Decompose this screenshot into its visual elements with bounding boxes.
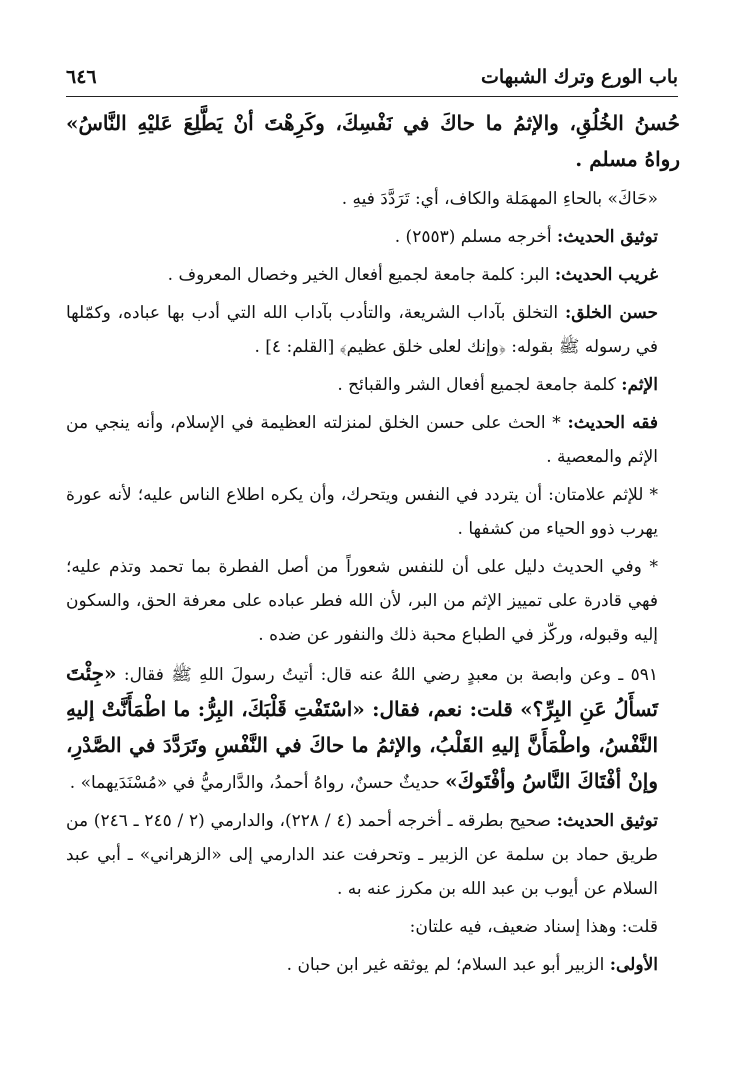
chapter-title: باب الورع وترك الشبهات bbox=[481, 66, 678, 88]
fiqh-text: * الحث على حسن الخلق لمنزلته العظيمة في الإسلام، وأنه ينجي من الإثم والمعصية . bbox=[66, 413, 658, 467]
ithm-section bbox=[66, 368, 680, 402]
fiqh-label: فقه الحديث: bbox=[567, 413, 658, 433]
hadith-591 bbox=[66, 656, 680, 800]
gharib-label: غريب الحديث: bbox=[554, 265, 658, 285]
first-defect-text: الزبير أبو عبد السلام؛ لم يوثقه غير ابن حبان . bbox=[286, 955, 610, 975]
word-explanation: «حَاكَ» بالحاءِ المهمَلة والكاف، أي: تَرَدَّدَ فيهِ . bbox=[341, 189, 658, 209]
page-header bbox=[66, 62, 678, 97]
tawthiq-591-text: صحيح بطرقه ـ أخرجه أحمد (٤ / ٢٢٨)، والدارمي (٢ / ٢٤٥ ـ ٢٤٦) من طريق حماد بن سلمة عن الزبير ـ وتحرفت عند الدارمي إلى «الزهراني» ـ أبي عبد السلام عن أيوب بن عبد الله بن مكرز عنه به . bbox=[66, 811, 658, 899]
gharib-section bbox=[66, 258, 680, 292]
husn-khuluq-label: حسن الخلق: bbox=[565, 303, 659, 323]
tawthiq-text: أخرجه مسلم (٢٥٥٣) . bbox=[394, 227, 558, 247]
isnad-note: قلت: وهذا إسناد ضعيف، فيه علتان: bbox=[409, 917, 658, 937]
hadith-continuation bbox=[66, 106, 680, 178]
page-number: ٦٤٦ bbox=[66, 66, 97, 88]
hadith-591-text: «جِئْتَ تَسأَلُ عَنِ البِرِّ؟» قلت: نعم، فقال: «اسْتَفْتِ قَلْبَكَ، البِرُّ: ما اطْمَأَنَّتْ إليهِ النَّفْسُ، واطْمَأَنَّ إليهِ القَلْبُ، والإثمُ ما حاكَ في النَّفْسِ وتَرَدَّدَ في الصَّدْرِ، وإنْ أفْتَاكَ النَّاسُ وأفْتَوكَ» bbox=[66, 661, 658, 793]
hadith-text: حُسنُ الخُلُقِ، والإثمُ ما حاكَ في نَفْسِكَ، وكَرِهْتَ أنْ يَطَّلِعَ عَليْهِ النَّاسُ» رواهُ مسلم . bbox=[66, 111, 680, 171]
tawthiq-591-section bbox=[66, 804, 680, 906]
page-body bbox=[66, 106, 680, 986]
husn-khuluq-text: التخلق بآداب الشريعة، والتأدب بآداب الله التي أدب بها عباده، وكمّلها في رسوله ﷺ بقوله: ﴿وإنك لعلى خلق عظيم﴾ [القلم: ٤] . bbox=[66, 303, 658, 357]
ithm-text: كلمة جامعة لجميع أفعال الشر والقبائح . bbox=[337, 375, 622, 395]
hadith-591-intro: ٥٩١ ـ وعن وابصة بن معبدٍ رضي اللهُ عنه قال: أتيتُ رسولَ اللهِ ﷺ فقال: bbox=[123, 665, 659, 685]
hadith-591-grading: حديثٌ حسنٌ، رواهُ أحمدُ، والدَّارميُّ في «مُسْنَدَيهما» . bbox=[69, 773, 446, 793]
fiqh-section bbox=[66, 406, 680, 474]
tawthiq-section bbox=[66, 220, 680, 254]
tawthiq-591-label: توثيق الحديث: bbox=[556, 811, 658, 831]
ithm-label: الإثم: bbox=[621, 375, 658, 395]
fiqh-point-1: * للإثم علامتان: أن يتردد في النفس ويتحرك، وأن يكره اطلاع الناس عليه؛ لأنه عورة يهرب ذوو الحياء من كشفها . bbox=[66, 485, 658, 539]
first-defect-label: الأولى: bbox=[609, 955, 658, 975]
husn-khuluq-section bbox=[66, 296, 680, 364]
tawthiq-label: توثيق الحديث: bbox=[557, 227, 658, 247]
gharib-text: البر: كلمة جامعة لجميع أفعال الخير وخصال المعروف . bbox=[167, 265, 555, 285]
first-defect bbox=[66, 948, 680, 982]
fiqh-point-2: * وفي الحديث دليل على أن للنفس شعوراً من أصل الفطرة بما تحمد وتذم عليه؛ فهي قادرة على تمييز الإثم من البر، لأن الله فطر عباده على معرفة الحق، والسكون إليه وقبوله، وركّز في الطباع محبة ذلك والنفور عن ضده . bbox=[66, 557, 658, 645]
